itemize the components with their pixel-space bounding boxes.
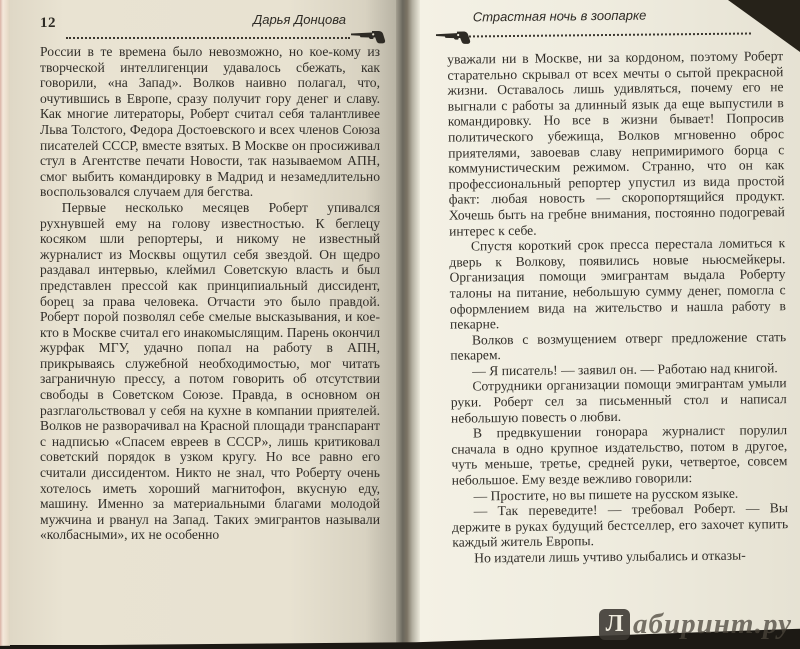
paragraph: — Я писатель! — заявил он. — Работаю над книгой. (472, 360, 778, 379)
paragraph: Но издатели лишь учтиво улыбались и отказы- (474, 547, 746, 566)
labirint-logo-icon: Л (599, 609, 630, 640)
left-running-header (28, 13, 380, 39)
paragraph: — Так переведите! — требовал Роберт. — Вы держите в руках будущий бестселлер, его захочет купить каждый житель Европы. (452, 500, 789, 551)
photo-corner-shadow (728, 0, 800, 52)
paragraph: Спустя короткий срок пресса перестала ломиться к дверь к Волкову, появились новые ньюсмейкеры. Организация помощи эмигрантам выдала Роберту талоны на питание, небольшую сумму денег, помогла с оформлением вида на жительство и нашла работу в пекарне. (449, 235, 786, 332)
right-header-title: Страстная ночь в зоопарке (472, 7, 647, 25)
watermark-text: абиринт.ру (633, 608, 792, 640)
labirint-watermark (599, 608, 792, 641)
right-page-number: 13 (760, 8, 777, 25)
header-rule (66, 37, 350, 39)
right-page-text (447, 48, 788, 566)
paragraph: Первые несколько месяцев Роберт упивался рухнувшей ему на голову известностью. К беглецу косяком шли репортеры, и никому не известный журналист из Москвы ощутил себя звездой. Он щедро раздавал интервью, клеймил Советскую власть и был представлен прессой как принципиальный диссидент, борец за права человека. Отчасти это было правдой. Роберт порой позволял себе смелые высказывания, и кое-кто в Москве считал его инакомыслящим. Парень окончил журфак МГУ, удачно попал на работу в АПН, прикрываясь служебной необходимостью, мог читать заграничную прессу, а потом говорить об отсутствии свободы в Советском Союзе. Правда, в основном он разглагольствовал у себя на кухне в компании приятелей. Волков не разворачивал на Красной площади транспарант с надписью «Спасем евреев в СССР», лишь критиковал советский порядок в узком кругу. Но все равно его считали диссидентом. Никто не знал, что Роберту очень хотелось иметь хороший магнитофон, вкусную еду, машину. Именно за материальными благами молодой мужчина и рванул на Запад. Таких эмигрантов называли «колбасными», их не особенно (40, 199, 380, 543)
left-page (10, 0, 396, 645)
left-page-text (40, 44, 380, 543)
header-rule (469, 33, 751, 38)
paragraph: уважали ни в Москве, ни за кордоном, поэтому Роберт старательно скрывал от всех мечты о сытой прекрасной жизни. Оставалось лишь удивляться, почему его не выгнали с работы за длинный язык да еще выпустили в командировку. Но все в жизни бывает! Попросив политического убежища, Волков мгновенно оброс приятелями, завоевав славу непримиримого борца с коммунистическим режимом. Странно, что он как профессиональный репортер упустил из вида простой факт: любая новость — скоропортящийся продукт. Хочешь быть на гребне внимания, постоянно подогревай интерес к себе. (447, 48, 785, 239)
page-edge-strip (0, 0, 10, 649)
paragraph: — Простите, но вы пишете на русском языке. (473, 485, 739, 504)
left-header-author: Дарья Донцова (253, 12, 346, 27)
paragraph: Сотрудники организации помощи эмигрантам умыли руки. Роберт сел за письменный стол и написал небольшую повесть о любви. (450, 375, 787, 426)
right-page (420, 0, 800, 645)
revolver-icon (435, 27, 471, 52)
paragraph: России в те времена было невозможно, но кое-кому из творческой интеллигенции удавалось сбежать, как говорили, «на Запад». Волков наивно полагал, что, очутившись в Европе, сразу получит гору денег и славу. Как многие литераторы, Роберт считал себя талантливее Льва Толстого, Федора Достоевского и всех членов Союза писателей СССР, вместе взятых. В Москве он просиживал стул в Агентстве печати Новости, так называемом АПН, смог выбить командировку в Мадрид и незамедлительно воспользовался случаем для бегства. (40, 44, 380, 200)
paragraph: Волков с возмущением отверг предложение стать пекарем. (450, 328, 787, 363)
left-page-number: 12 (40, 15, 56, 31)
book-gutter-shadow (396, 0, 420, 645)
paragraph: В предвкушении гонорара журналист порулил сначала в одно крупное издательство, потом в другое, чуть меньше, третье, средней руки, четвертое, совсем небольшое. Ему везде вежливо говорили: (451, 422, 788, 488)
